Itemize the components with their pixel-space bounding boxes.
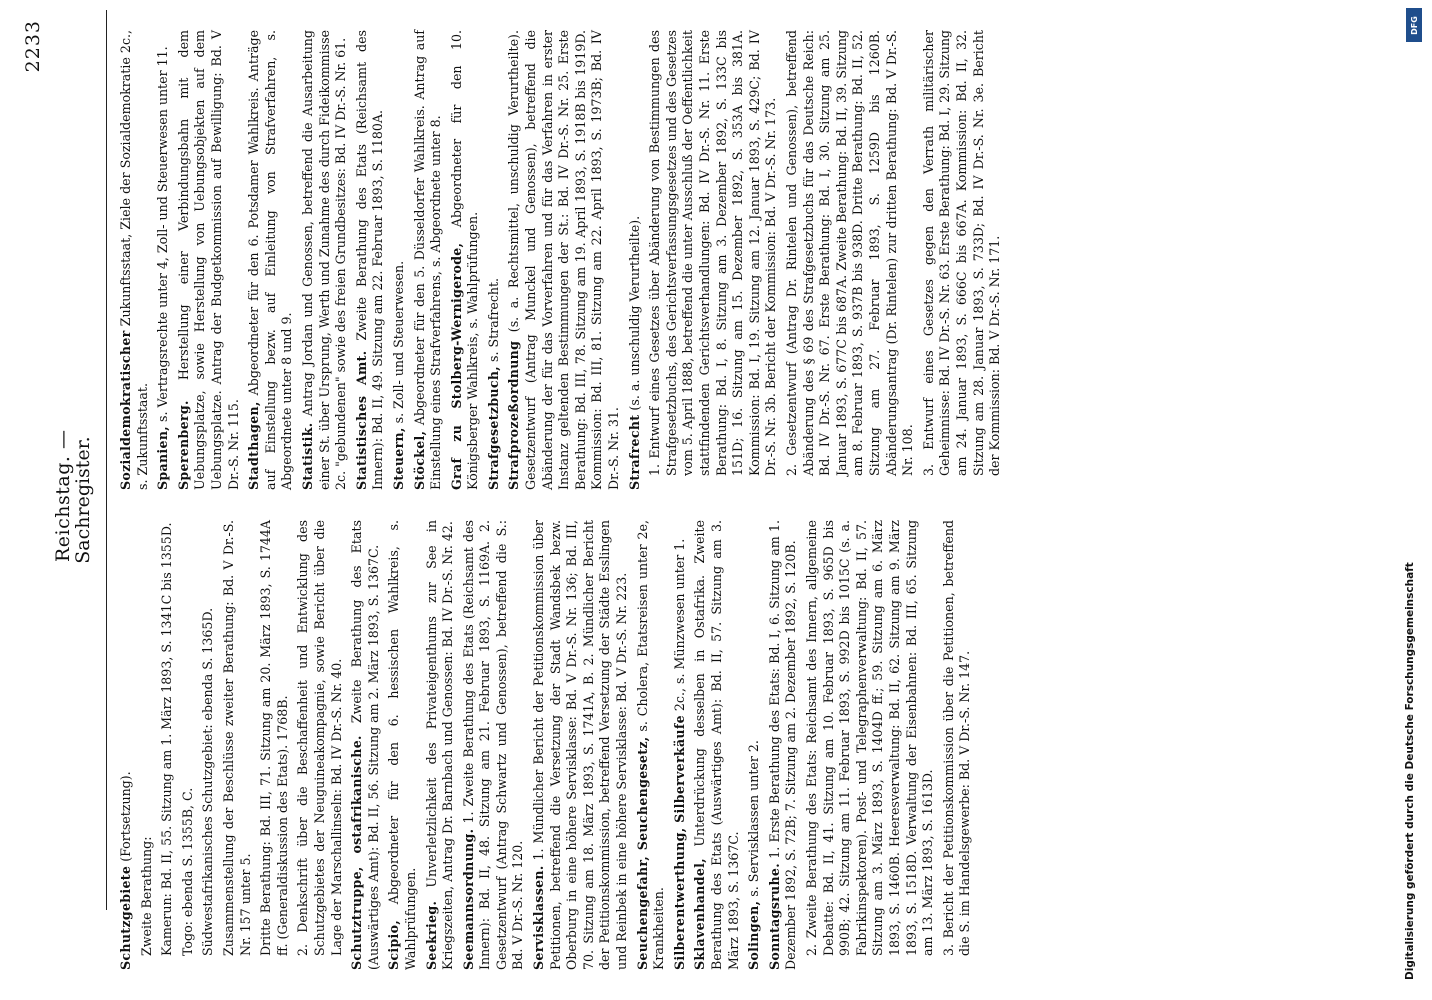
entry-text: Zusammenstellung der Beschlüsse zweiter Berathung: Bd. V Dr.-S. Nr. 157 unter 5. [220,520,253,956]
header-rule [106,10,107,910]
entry-text: Unverletzlichkeit des Privateigenthums zur See in Kriegszeiten, Antrag Dr. Barnbach und Genossen: Bd. IV Dr.-S. Nr. 42. [423,520,456,970]
index-entry [391,30,408,490]
index-entry [295,520,345,970]
index-entry [246,30,296,490]
entry-text: 1. Entwurf eines Gesetzes über Abänderung von Bestimmungen des Strafgesetzbuchs, des Gerichtsverfassungsgesetzes und des Gesetzes vom 5. April 1888, betreffend die unter Ausschluß der Oeffentlichkeit stattfindenden Gerichtsverhandlungen: Bd. IV Dr.-S. Nr. 11. Erste Berathung: Bd. I, 8. Sitzung am 3. Dezember 1892, S. 133C bis 151D; 16. Sitzung am 15. Dezember 1892, S. 353A bis 381A. Kommission: Bd. I, 19. Sitzung am 12. Januar 1893, S. 429C; Bd. IV Dr.-S. Nr. 3b. Bericht der Kommission: Bd. V Dr.-S. Nr. 173. [647,30,779,476]
credit-text: Digitalisierung gefördert durch die Deutsche Forschungsgemeinschaft [1404,562,1416,980]
entry-text: 2. Gesetzentwurf (Antrag Dr. Rintelen und Genossen), betreffend Abänderung des § 69 des Strafgesetzbuchs für das Deutsche Reich: Bd. IV Dr.-S. Nr. 67. Erste Berathung: Bd. I, 30. Sitzung am 25. Januar 1893, S. 677C bis 687A. Zweite Berathung: Bd. II, 39. Sitzung am 8. Februar 1893, S. 937B bis 938D. Dritte Berathung: Bd. II, 52. Sitzung am 27. Februar 1893, S. 1259D bis 1260B. Abänderungsantrag (Dr. Rintelen) zur dritten Berathung: Bd. V Dr.-S. Nr. 108. [783,30,916,476]
entry-text: 2. Zweite Berathung des Etats: Reichsamt des Innern, allgemeine Debatte: Bd. II, 41. Sitzung am 10. Februar 1893, S. 965D bis 990B; 42. Sitzung am 11. Februar 1893, S. 992D bis 1015C (s. a. Fabrikinspektoren). Post- und Telegraphenverwaltung: Bd. II, 57. Sitzung am 3. März 1893, S. 1404D ff.; 59. Sitzung am 6. März 1893, S. 1460B. Heeresverwaltung: Bd. II, 62. Sitzung am 9. März 1893, S. 1518D. Verwaltung der Eisenbahnen: Bd. III, 65. Sitzung am 13. März 1893, S. 1613D. [803,520,936,956]
entry-heading: Stadthagen, [246,401,262,490]
entry-heading: Strafprozeßordnung [506,340,522,490]
entry-text: (Fortsetzung). [118,771,133,862]
entry-text: s. Cholera, Etatsreisen unter 2e, Krankheiten. [634,520,667,970]
index-entry [461,520,527,970]
entry-text: Antrag Jordan und Genossen, betreffend die Ausarbeitung einer St. über Ursprung, Werth und Zunahme des durch Fideikommisse 2c. "gebundenen" sowie des freien Grundbesitzes: Bd. IV Dr.-S. Nr. 61. [299,30,349,490]
entry-text: s. Vertragsrechte unter 4, Zoll- und Steuerwesen unter 11. [155,46,171,423]
index-entry [139,520,156,970]
index-entry [200,520,217,970]
entry-heading: Solingen, [746,900,762,970]
entry-heading: Sonntagsruhe. [766,863,782,970]
entry-text: 2c., s. Münzwesen unter 1. [671,538,687,712]
entry-text: 3. Bericht der Petitionskommission über die Petitionen, betreffend die S. im Handelsgewerbe: Bd. V Dr.-S. Nr. 147. [940,520,973,956]
entry-text: (s. a. unschuldig Verurtheilte). [626,215,642,411]
entry-text: (s. a. Rechtsmittel, unschuldig Verurtheilte). Gesetzentwurf (Antrag Munckel und Genossen), betreffend die Abänderung der für das Vorverfahren und für das Verfahren in erster Instanz geltenden Bestimmungen der St.: Bd. IV Dr.-S. Nr. 25. Erste Berathung: Bd. III, 78. Sitzung am 19. April 1893, S. 1918B bis 1919D. Kommission: Bd. III, 81. Sitzung am 22. April 1893, S. 1973B; Bd. IV Dr.-S. Nr. 31. [506,30,622,490]
index-entry [159,520,176,970]
index-entry [155,30,172,490]
entry-heading: Strafgesetzbuch, [485,366,501,490]
left-column [118,520,978,970]
index-entry [941,520,974,970]
index-entry [221,520,254,970]
index-entry [118,30,151,490]
entry-text: Abgeordneter für den 6. hessischen Wahlkreis, s. Wahlprüfungen. [386,519,418,970]
index-entry [531,520,631,970]
page-header [22,20,94,980]
entry-text: 1. Erste Berathung des Etats: Bd. I, 6. Sitzung am 1. Dezember 1892, S. 72B; 7. Sitzung am 2. Dezember 1892, S. 120B. [766,520,799,970]
right-column [118,30,1008,490]
entry-text: s. Zoll- und Steuerwesen. [390,260,406,424]
entry-heading: Schutzgebiete [118,865,133,970]
entry-heading: Stöckel, [411,430,427,490]
entry-text: Kamerun: Bd. II, 55. Sitzung am 1. März 1893, S. 1341C bis 1355D. [159,522,175,956]
entry-heading: Scipio, [386,919,402,970]
index-entry [672,520,689,970]
entry-text: s. Strafrecht. [485,277,501,362]
page-number: 2233 [22,20,44,73]
entry-heading: Statistisches Amt. [353,350,369,490]
entry-heading: Sozialdemokratischer [118,330,133,490]
header-left: Reichstag. — [52,429,74,562]
index-entry [635,520,668,970]
index-entry [804,520,937,970]
entry-heading: Strafrecht [626,414,642,490]
index-entry [784,30,917,490]
entry-text: Abgeordneter für den 10. Königsberger Wahlkreis, s. Wahlprüfungen. [448,30,481,490]
entry-text: 1. Zweite Berathung des Etats (Reichsamt des Innern): Bd. II, 48. Sitzung am 21. Februar 1893, S. 1169A. 2. Gesetzentwurf (Antrag Schwartz und Genossen), betreffend die S.: Bd. V Dr.-S. Nr. 120. [460,520,526,970]
entry-heading: Seemannsordnung. [460,828,476,970]
index-entry [647,30,780,490]
entry-text: Togo: ebenda S. 1355B, C. [179,787,195,956]
entry-text: 3. Entwurf eines Gesetzes gegen den Verrath militärischer Geheimnisse: Bd. IV Dr.-S. Nr. 63. Erste Berathung: Bd. I, 29. Sitzung am 24. Januar 1893, S. 666C bis 667A. Kommission: Bd. II, 32. Sitzung am 28. Januar 1893, S. 733D; Bd. IV Dr.-S. Nr. 3e. Bericht der Kommission: Bd. V Dr.-S. Nr. 171. [920,30,1003,476]
index-entry [449,30,482,490]
index-entry [118,520,135,970]
index-entry [412,30,445,490]
index-entry [300,30,350,490]
entry-heading: Seuchengefahr, Seuchengesetz, [634,736,650,970]
index-entry [354,30,387,490]
index-entry [692,520,742,970]
entry-text: Zukunftsstaat, Ziele der Sozialdemokratie 2c., s. Zukunftsstaat. [118,30,150,490]
header-right: Sachregister. [72,436,94,564]
entry-heading: Servisklassen. [531,865,547,970]
entry-heading: Graf zu Stolberg-Wernigerode, [448,242,464,490]
dfg-badge-text: DFG [1409,15,1419,35]
entry-text: Dritte Berathung: Bd. III, 71. Sitzung am 20. März 1893, S. 1744A ff. (Generaldiskussion des Etats). 1768B. [258,520,290,956]
index-entry [386,520,419,970]
entry-text: 1. Mündlicher Bericht der Petitionskommission über Petitionen, betreffend die Versetzung der Stadt Wandsbek bezw. Oberburg in eine höhere Servisklasse: Bd. V Dr.-S. Nr. 136; Bd. III, 70. Sitzung am 18. März 1893, S. 1741A, B. 2. Mündlicher Bericht der Petitionskommission, betreffend Versetzung der Städte Esslingen und Reinbek in eine höhere Servisklasse: Bd. V Dr.-S. Nr. 223. [531,520,630,970]
index-entry [258,520,291,970]
entry-heading: Seekrieg. [423,900,439,970]
index-entry [349,520,382,970]
entry-text: Abgeordneter für den 6. Potsdamer Wahlkreis. Anträge auf Einstellung bezw. auf Einleitung von Strafverfahren, s. Abgeordnete unter 8 und 9. [246,30,295,490]
entry-heading: Statistik. [299,422,315,490]
index-entry [506,30,622,490]
entry-text: 2. Denkschrift über die Beschaffenheit und Entwicklung des Schutzgebietes der Neuguineakompagnie, sowie Bericht über die Lage der Marschallinseln: Bd. IV Dr.-S. Nr. 40. [295,520,344,956]
entry-text: s. Servisklassen unter 2. [746,740,762,897]
entry-heading: Schutztruppe, ostafrikanische. [349,735,365,970]
entry-heading: Sperenberg. [175,400,191,490]
index-entry [176,30,242,490]
index-entry [486,30,503,490]
index-entry [627,30,644,490]
index-entry [746,520,763,970]
entry-heading: Steuern, [390,427,406,490]
entry-text: Abgeordneter für den 5. Düsseldorfer Wahlkreis. Antrag auf Einstellung eines Strafverfahrens, s. Abgeordnete unter 8. [411,30,444,490]
index-entry [767,520,800,970]
sidebar-credit [1404,10,1424,990]
entry-heading: Sklavenhandel, [692,858,708,970]
entry-text: Zweite Berathung: [138,836,154,956]
index-entry [180,520,197,970]
entry-text: Herstellung einer Verbindungsbahn mit dem Uebungsplatze, sowie Herstellung von Uebungsobjekten auf dem Uebungsplatze. Antrag der Budgetkommission auf Bewilligung: Bd. V Dr.-S. Nr. 115. [175,30,241,490]
entry-text: Zweite Berathung des Etats (Reichsamt des Innern): Bd. II, 49. Sitzung am 22. Februar 1893, S. 1180A. [353,30,386,490]
entry-text: Unterdrückung desselben in Ostafrika. Zweite Berathung des Etats (Auswärtiges Amt): Bd. II, 57. Sitzung am 3. März 1893, S. 1367C. [692,520,741,970]
entry-text: Südwestafrikanisches Schutzgebiet: ebenda S. 1365D. [200,607,216,956]
index-entry [424,520,457,970]
entry-text: Zweite Berathung des Etats (Auswärtiges Amt): Bd. II, 56. Sitzung am 2. März 1893, S. 1367C. [349,520,381,970]
index-entry [921,30,1004,490]
dfg-badge [1406,8,1422,42]
entry-heading: Spanien, [155,426,171,490]
entry-heading: Silberentwerthung, Silberverkäufe [671,715,687,970]
